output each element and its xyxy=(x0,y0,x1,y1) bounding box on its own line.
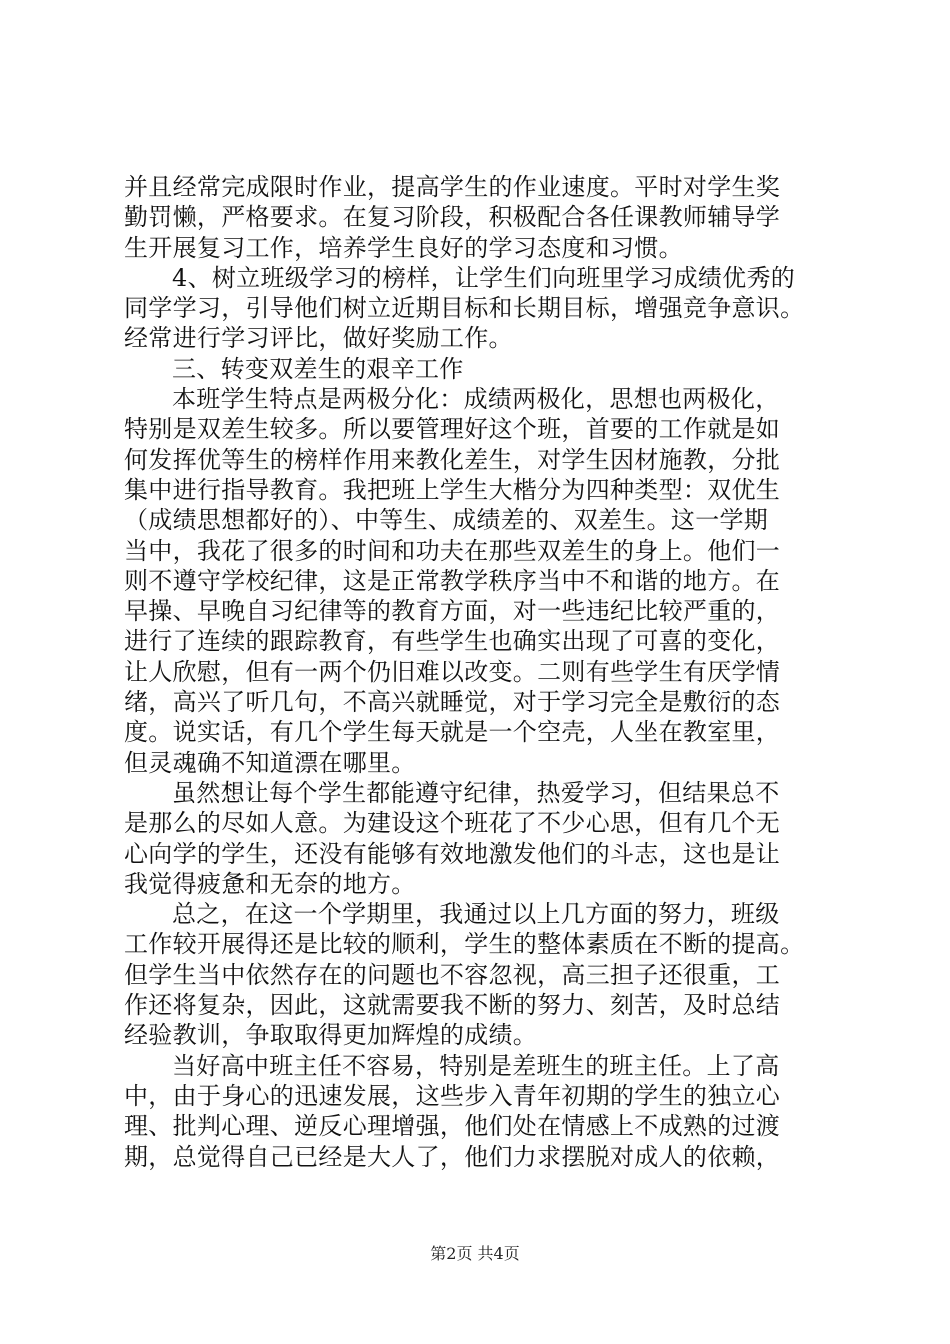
paragraph-first-line: 当好高中班主任不容易，特别是差班生的班主任。上了高 xyxy=(172,1051,780,1080)
text-line: 是那么的尽如人意。为建设这个班花了不少心思，但有几个无 xyxy=(124,809,781,838)
text-line: 生开展复习工作，培养学生良好的学习态度和习惯。 xyxy=(124,233,683,262)
text-line: 理、批判心理、逆反心理增强，他们处在情感上不成熟的过渡 xyxy=(124,1112,781,1141)
text-line: 但学生当中依然存在的问题也不容忽视，高三担子还很重，工 xyxy=(124,960,781,989)
text-line: 但灵魂确不知道漂在哪里。 xyxy=(124,748,416,777)
document-body xyxy=(124,172,838,1172)
text-line: 期，总觉得自己已经是大人了，他们力求摆脱对成人的依赖， xyxy=(124,1142,781,1171)
text-line: 经常进行学习评比，做好奖励工作。 xyxy=(124,324,513,353)
text-line: 作还将复杂，因此，这就需要我不断的努力、刻苦，及时总结 xyxy=(124,991,781,1020)
text-line: 我觉得疲惫和无奈的地方。 xyxy=(124,869,416,898)
paragraph-first-line: 总之，在这一个学期里，我通过以上几方面的努力，班级 xyxy=(172,900,780,929)
list-item-4-first-line: 4、树立班级学习的榜样，让学生们向班里学习成绩优秀的 xyxy=(172,263,796,292)
text-line: 中，由于身心的迅速发展，这些步入青年初期的学生的独立心 xyxy=(124,1081,781,1110)
page-number-footer: 第2页 共4页 xyxy=(430,1244,520,1263)
text-line: 则不遵守学校纪律，这是正常教学秩序当中不和谐的地方。在 xyxy=(124,566,781,595)
text-line: 度。说实话，有几个学生每天就是一个空壳，人坐在教室里， xyxy=(124,718,781,747)
text-line: 何发挥优等生的榜样作用来教化差生，对学生因材施教，分批 xyxy=(124,445,781,474)
text-line: 当中，我花了很多的时间和功夫在那些双差生的身上。他们一 xyxy=(124,536,781,565)
section-heading: 三、转变双差生的艰辛工作 xyxy=(172,354,464,383)
paragraph-first-line: 虽然想让每个学生都能遵守纪律，热爱学习，但结果总不 xyxy=(172,778,780,807)
text-line: 集中进行指导教育。我把班上学生大楷分为四种类型：双优生 xyxy=(124,475,781,504)
paragraph-first-line: 本班学生特点是两极分化：成绩两极化，思想也两极化， xyxy=(172,385,780,414)
text-line: 工作较开展得还是比较的顺利，学生的整体素质在不断的提高。 xyxy=(124,930,805,959)
text-line: 勤罚懒，严格要求。在复习阶段，积极配合各任课教师辅导学 xyxy=(124,203,781,232)
text-line: 让人欣慰，但有一两个仍旧难以改变。二则有些学生有厌学情 xyxy=(124,657,781,686)
text-line: （成绩思想都好的）、中等生、成绩差的、双差生。这一学期 xyxy=(124,506,769,535)
text-line: 早操、早晚自习纪律等的教育方面，对一些违纪比较严重的， xyxy=(124,597,781,626)
text-line: 同学学习，引导他们树立近期目标和长期目标，增强竞争意识。 xyxy=(124,294,805,323)
text-line: 绪，高兴了听几句，不高兴就睡觉，对于学习完全是敷衍的态 xyxy=(124,688,781,717)
text-line: 特别是双差生较多。所以要管理好这个班，首要的工作就是如 xyxy=(124,415,781,444)
text-line: 经验教训，争取取得更加辉煌的成绩。 xyxy=(124,1021,538,1050)
text-line: 进行了连续的跟踪教育，有些学生也确实出现了可喜的变化， xyxy=(124,627,781,656)
text-line: 心向学的学生，还没有能够有效地激发他们的斗志，这也是让 xyxy=(124,839,781,868)
text-line: 并且经常完成限时作业，提高学生的作业速度。平时对学生奖 xyxy=(124,173,781,201)
